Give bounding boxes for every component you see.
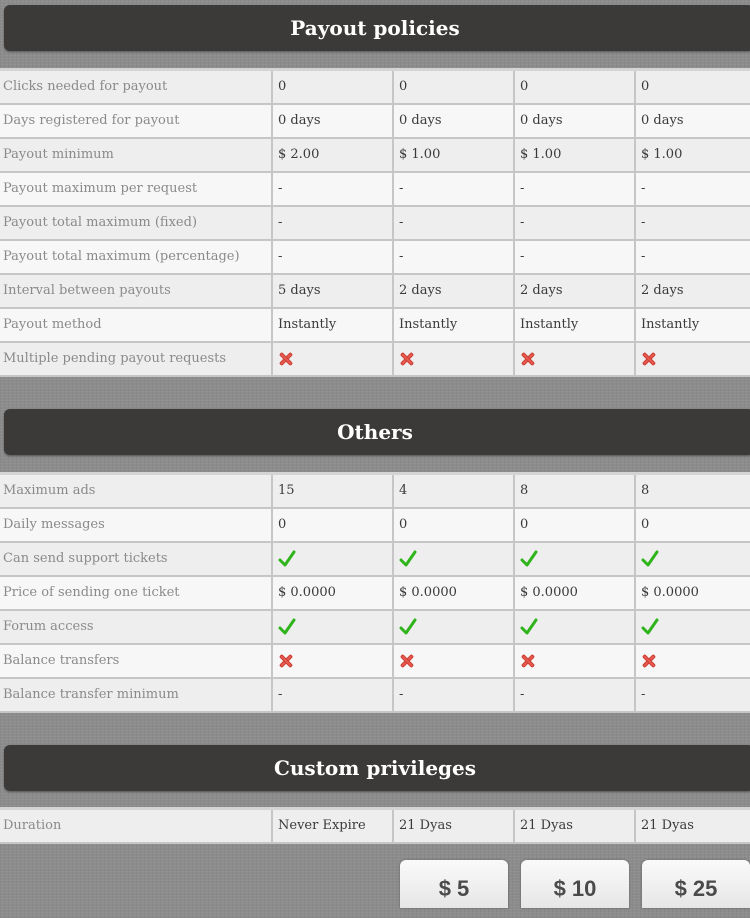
plan-4-value: - <box>635 172 750 206</box>
plan-2-value: - <box>393 172 514 206</box>
plan-3-value: 0 <box>514 508 635 542</box>
row-label-payout-total-maximum-percentage: Payout total maximum (percentage) <box>0 240 272 274</box>
row-label-can-send-support-tickets: Can send support tickets <box>0 542 272 576</box>
buy-25-button[interactable]: $ 25 <box>642 860 750 908</box>
table-row <box>0 576 750 610</box>
plan-2-value: $ 0.0000 <box>393 576 514 610</box>
plan-3-value: 21 Dyas <box>514 809 635 843</box>
plan-1-value: 0 <box>272 70 393 104</box>
row-label-payout-minimum: Payout minimum <box>0 138 272 172</box>
row-label-days-registered-for-payout: Days registered for payout <box>0 104 272 138</box>
row-label-balance-transfers: Balance transfers <box>0 644 272 678</box>
plan-4-value: - <box>635 240 750 274</box>
plan-4-cell <box>635 610 750 644</box>
plan-4-value: 8 <box>635 474 750 508</box>
row-label-balance-transfer-minimum: Balance transfer minimum <box>0 678 272 712</box>
check-icon <box>520 619 538 634</box>
plan-1-value: 5 days <box>272 274 393 308</box>
plan-2-value: 21 Dyas <box>393 809 514 843</box>
plan-1-value: 0 <box>272 508 393 542</box>
table-row <box>0 342 750 376</box>
plan-3-value: 8 <box>514 474 635 508</box>
plan-4-value: - <box>635 206 750 240</box>
plan-4-cell <box>635 644 750 678</box>
cross-icon <box>641 653 657 669</box>
plan-2-value: - <box>393 240 514 274</box>
row-label-payout-maximum-per-request: Payout maximum per request <box>0 172 272 206</box>
plan-3-value: - <box>514 172 635 206</box>
plan-4-cell <box>635 542 750 576</box>
section-header-custom <box>4 745 750 791</box>
plan-2-value: 0 <box>393 508 514 542</box>
plan-1-value: - <box>272 678 393 712</box>
cross-icon <box>520 351 536 367</box>
plan-4-value: 0 <box>635 508 750 542</box>
plan-1-value: - <box>272 240 393 274</box>
table-row <box>0 308 750 342</box>
plan-1-cell <box>272 610 393 644</box>
plan-4-value: Instantly <box>635 308 750 342</box>
plan-2-cell <box>393 644 514 678</box>
cross-icon <box>520 653 536 669</box>
check-icon <box>278 551 296 566</box>
cross-icon <box>278 653 294 669</box>
table-row <box>0 474 750 508</box>
plan-4-value: - <box>635 678 750 712</box>
table-row <box>0 610 750 644</box>
table-row <box>0 206 750 240</box>
cross-icon <box>278 351 294 367</box>
plan-2-cell <box>393 542 514 576</box>
others-table <box>0 472 750 713</box>
plan-1-cell <box>272 342 393 376</box>
plan-1-cell <box>272 542 393 576</box>
plan-2-value: 2 days <box>393 274 514 308</box>
plan-2-value: - <box>393 206 514 240</box>
table-row <box>0 138 750 172</box>
check-icon <box>641 619 659 634</box>
table-row <box>0 274 750 308</box>
check-icon <box>278 619 296 634</box>
table-row <box>0 104 750 138</box>
row-label-payout-total-maximum-fixed: Payout total maximum (fixed) <box>0 206 272 240</box>
buy-10-button[interactable]: $ 10 <box>521 860 629 908</box>
plan-3-value: $ 0.0000 <box>514 576 635 610</box>
plan-4-value: $ 0.0000 <box>635 576 750 610</box>
row-label-interval-between-payouts: Interval between payouts <box>0 274 272 308</box>
cross-icon <box>641 351 657 367</box>
plan-3-cell <box>514 342 635 376</box>
plan-2-value: $ 1.00 <box>393 138 514 172</box>
plan-3-cell <box>514 610 635 644</box>
plan-4-value: $ 1.00 <box>635 138 750 172</box>
plan-2-value: - <box>393 678 514 712</box>
table-row <box>0 508 750 542</box>
check-icon <box>520 551 538 566</box>
table-row <box>0 70 750 104</box>
plan-3-value: 2 days <box>514 274 635 308</box>
plan-2-value: Instantly <box>393 308 514 342</box>
plan-1-value: - <box>272 172 393 206</box>
plan-3-value: - <box>514 206 635 240</box>
row-label-daily-messages: Daily messages <box>0 508 272 542</box>
plan-3-value: - <box>514 240 635 274</box>
section-title-custom: Custom privileges <box>273 756 477 780</box>
plan-3-value: $ 1.00 <box>514 138 635 172</box>
cross-icon <box>399 653 415 669</box>
plan-4-value: 2 days <box>635 274 750 308</box>
plan-2-cell <box>393 610 514 644</box>
row-label-payout-method: Payout method <box>0 308 272 342</box>
plan-1-value: Instantly <box>272 308 393 342</box>
table-row <box>0 172 750 206</box>
plan-3-cell <box>514 542 635 576</box>
plan-1-cell <box>272 644 393 678</box>
plan-1-value: 0 days <box>272 104 393 138</box>
section-title-payout: Payout policies <box>290 16 460 40</box>
table-row <box>0 809 750 843</box>
plan-4-value: 0 <box>635 70 750 104</box>
plan-1-value: $ 0.0000 <box>272 576 393 610</box>
row-label-duration: Duration <box>0 809 272 843</box>
table-row <box>0 542 750 576</box>
plan-1-value: 15 <box>272 474 393 508</box>
plan-4-value: 21 Dyas <box>635 809 750 843</box>
table-row <box>0 678 750 712</box>
plan-4-cell <box>635 342 750 376</box>
plan-2-cell <box>393 342 514 376</box>
row-label-maximum-ads: Maximum ads <box>0 474 272 508</box>
plan-1-value: Never Expire <box>272 809 393 843</box>
plan-3-value: 0 <box>514 70 635 104</box>
row-label-multiple-pending-payout-requests: Multiple pending payout requests <box>0 342 272 376</box>
check-icon <box>399 619 417 634</box>
plan-3-cell <box>514 644 635 678</box>
row-label-price-of-sending-one-ticket: Price of sending one ticket <box>0 576 272 610</box>
plan-4-value: 0 days <box>635 104 750 138</box>
section-header-payout <box>4 5 750 51</box>
buy-5-button[interactable]: $ 5 <box>400 860 508 908</box>
plan-2-value: 0 <box>393 70 514 104</box>
plan-3-value: 0 days <box>514 104 635 138</box>
section-title-others: Others <box>337 420 413 444</box>
plan-3-value: Instantly <box>514 308 635 342</box>
check-icon <box>399 551 417 566</box>
plan-3-value: - <box>514 678 635 712</box>
payout-policies-table <box>0 68 750 377</box>
plan-2-value: 4 <box>393 474 514 508</box>
custom-privileges-table <box>0 807 750 844</box>
plan-1-value: - <box>272 206 393 240</box>
cross-icon <box>399 351 415 367</box>
table-row <box>0 644 750 678</box>
row-label-forum-access: Forum access <box>0 610 272 644</box>
table-row <box>0 240 750 274</box>
check-icon <box>641 551 659 566</box>
row-label-clicks-needed-for-payout: Clicks needed for payout <box>0 70 272 104</box>
plan-1-value: $ 2.00 <box>272 138 393 172</box>
section-header-others <box>4 409 750 455</box>
plan-2-value: 0 days <box>393 104 514 138</box>
